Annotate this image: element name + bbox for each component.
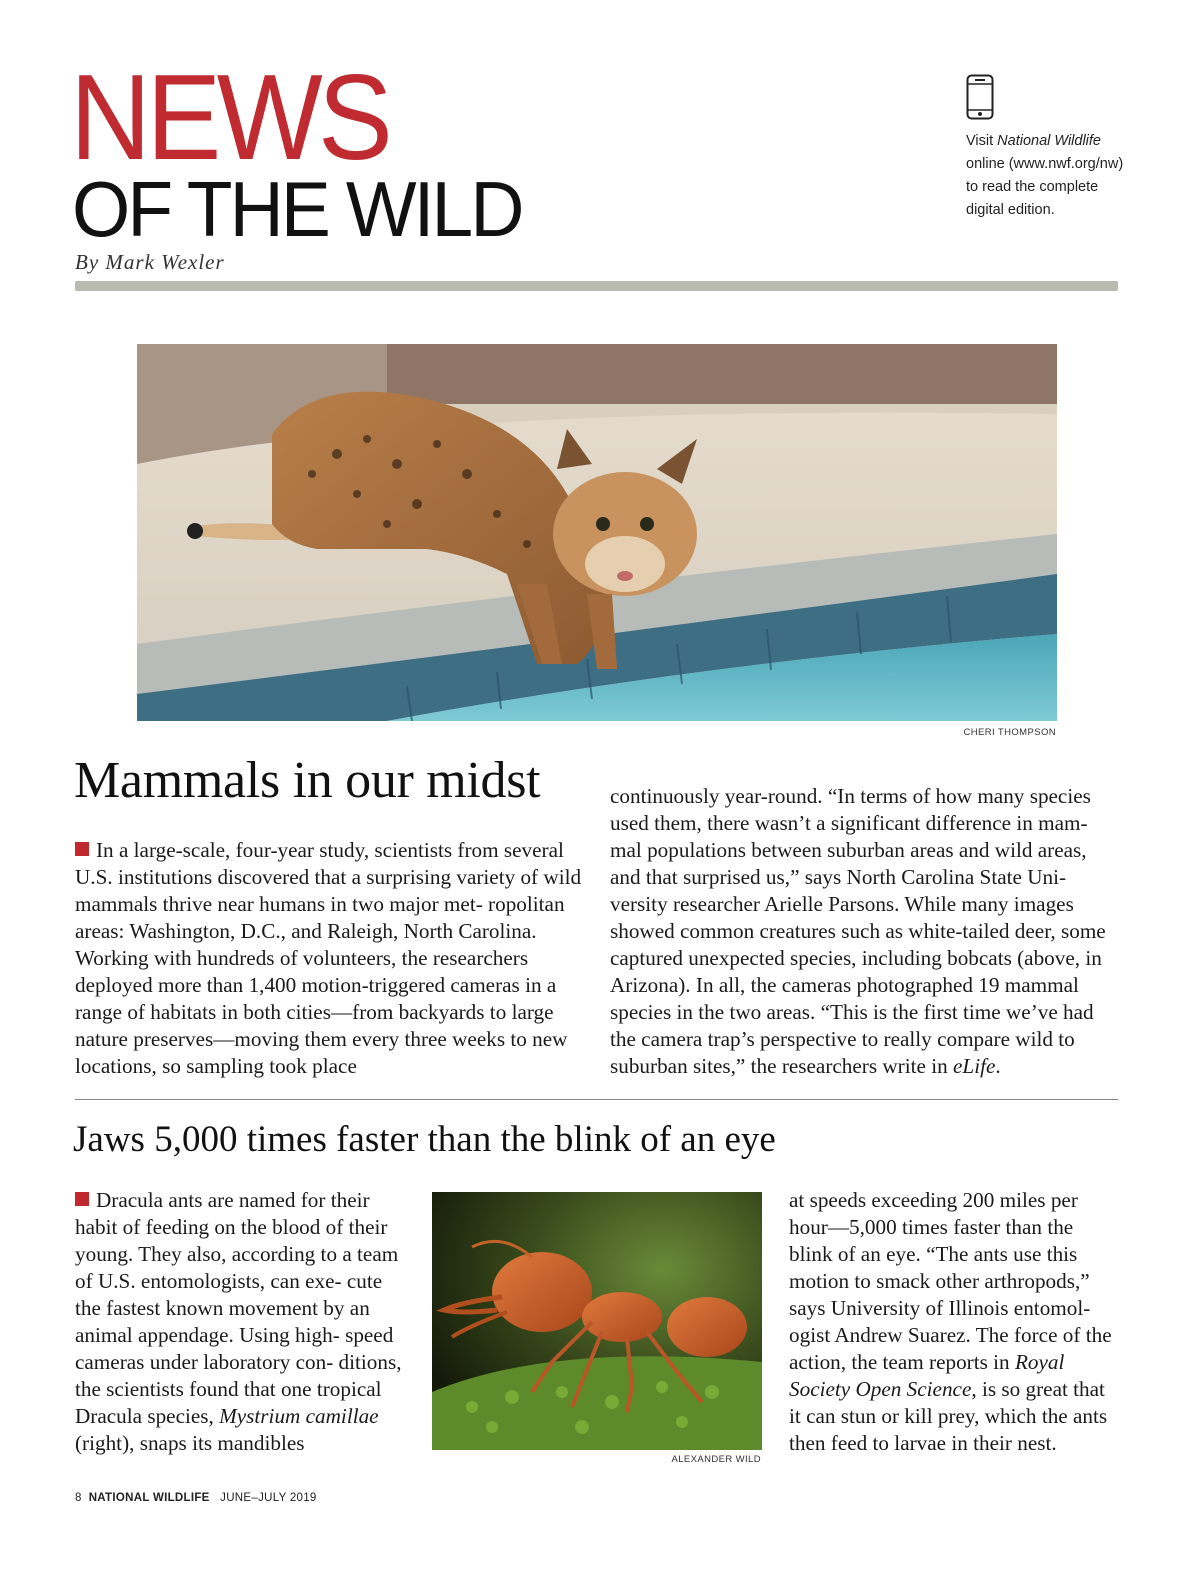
phone-icon [966, 74, 994, 125]
article2-column1 [75, 1187, 405, 1457]
article2-col2-text: at speeds exceeding 200 miles per hour—5,000 times faster than the blink of an eye. “The ants use this motion to smack other arthropods,” says University of Illinois entomol- ogist Andrew Suarez. The force of the action, the team reports in [789, 1188, 1112, 1374]
red-square-bullet-icon [75, 1192, 89, 1206]
article2-col1-text: Dracula ants are named for their habit of feeding on the blood of their young. They also, according to a team of U.S. entomologists, can exe- cute the fastest known movement by an animal appendage. Using high- speed cameras under laboratory con- ditions, the scientists found that one tropical Dracula species, [75, 1188, 402, 1428]
red-square-bullet-icon [75, 842, 89, 856]
header-divider [75, 281, 1118, 291]
magazine-name: NATIONAL WILDLIFE [88, 1492, 210, 1504]
article1-col1-text: In a large-scale, four-year study, scientists from several U.S. institutions discovered that a surprising variety of wild mammals thrive near humans in two major met- ropolitan areas: Washington, D.C., and Raleigh, North Carolina. Working with hundreds of volunteers, the researchers deployed more than 1,400 motion-triggered cameras in a range of habitats in both cities—from backyards to large nature preserves—moving them every three weeks to new locations, so sampling took place [75, 838, 582, 1078]
article1-column1 [75, 837, 585, 1080]
promo-text-1: Visit [966, 133, 998, 149]
headline-mammals: Mammals in our midst [74, 752, 541, 809]
promo-magazine-name: National Wildlife [997, 133, 1102, 149]
issue-date: JUNE–JULY 2019 [220, 1492, 317, 1504]
journal-name-royal-society: Royal Society Open Science [789, 1350, 1065, 1401]
photo-credit-ant: ALEXANDER WILD [671, 1454, 761, 1465]
article1-col2-text: continuously year-round. “In terms of how many species used them, there wasn’t a significant difference in mam- mal populations between suburban areas and wild areas, and that surprised us,” says North Carolina State Uni- versity researcher Arielle Parsons. While many images showed common creatures such as white-tailed deer, some captured unexpected species, including bobcats (above, in Arizona). In all, the cameras photographed 19 mammal species in the two areas. “This is the first time we’ve had the camera trap’s perspective to really compare wild to suburban sites,” the researchers write in [610, 784, 1106, 1078]
byline: By Mark Wexler [75, 250, 225, 274]
page-number: 8 [75, 1492, 82, 1504]
species-name: Mystrium camillae [219, 1404, 379, 1428]
article2-column2 [789, 1187, 1119, 1457]
article2-col1-end: (right), snaps its mandibles [75, 1431, 305, 1455]
online-edition-promo [966, 130, 1136, 222]
page-footer [75, 1492, 317, 1504]
article2-col2-end: , is so great that it can stun or kill prey, which the ants then feed to larvae in their nest. [789, 1377, 1108, 1455]
masthead-title-news: NEWS [70, 49, 389, 185]
section-divider [75, 1099, 1118, 1100]
journal-name-elife: eLife [953, 1054, 996, 1078]
article1-column2 [610, 783, 1120, 1080]
masthead-title-of-the-wild: OF THE WILD [72, 165, 522, 253]
promo-text-2: online (www.nwf.org/nw) to read the complete digital edition. [966, 156, 1124, 218]
headline-jaws: Jaws 5,000 times faster than the blink of an eye [73, 1119, 776, 1160]
article1-col2-end: . [995, 1054, 1001, 1078]
bobcat-photo [137, 344, 1057, 721]
photo-credit-bobcat: CHERI THOMPSON [963, 727, 1056, 738]
dracula-ant-photo [432, 1192, 762, 1450]
